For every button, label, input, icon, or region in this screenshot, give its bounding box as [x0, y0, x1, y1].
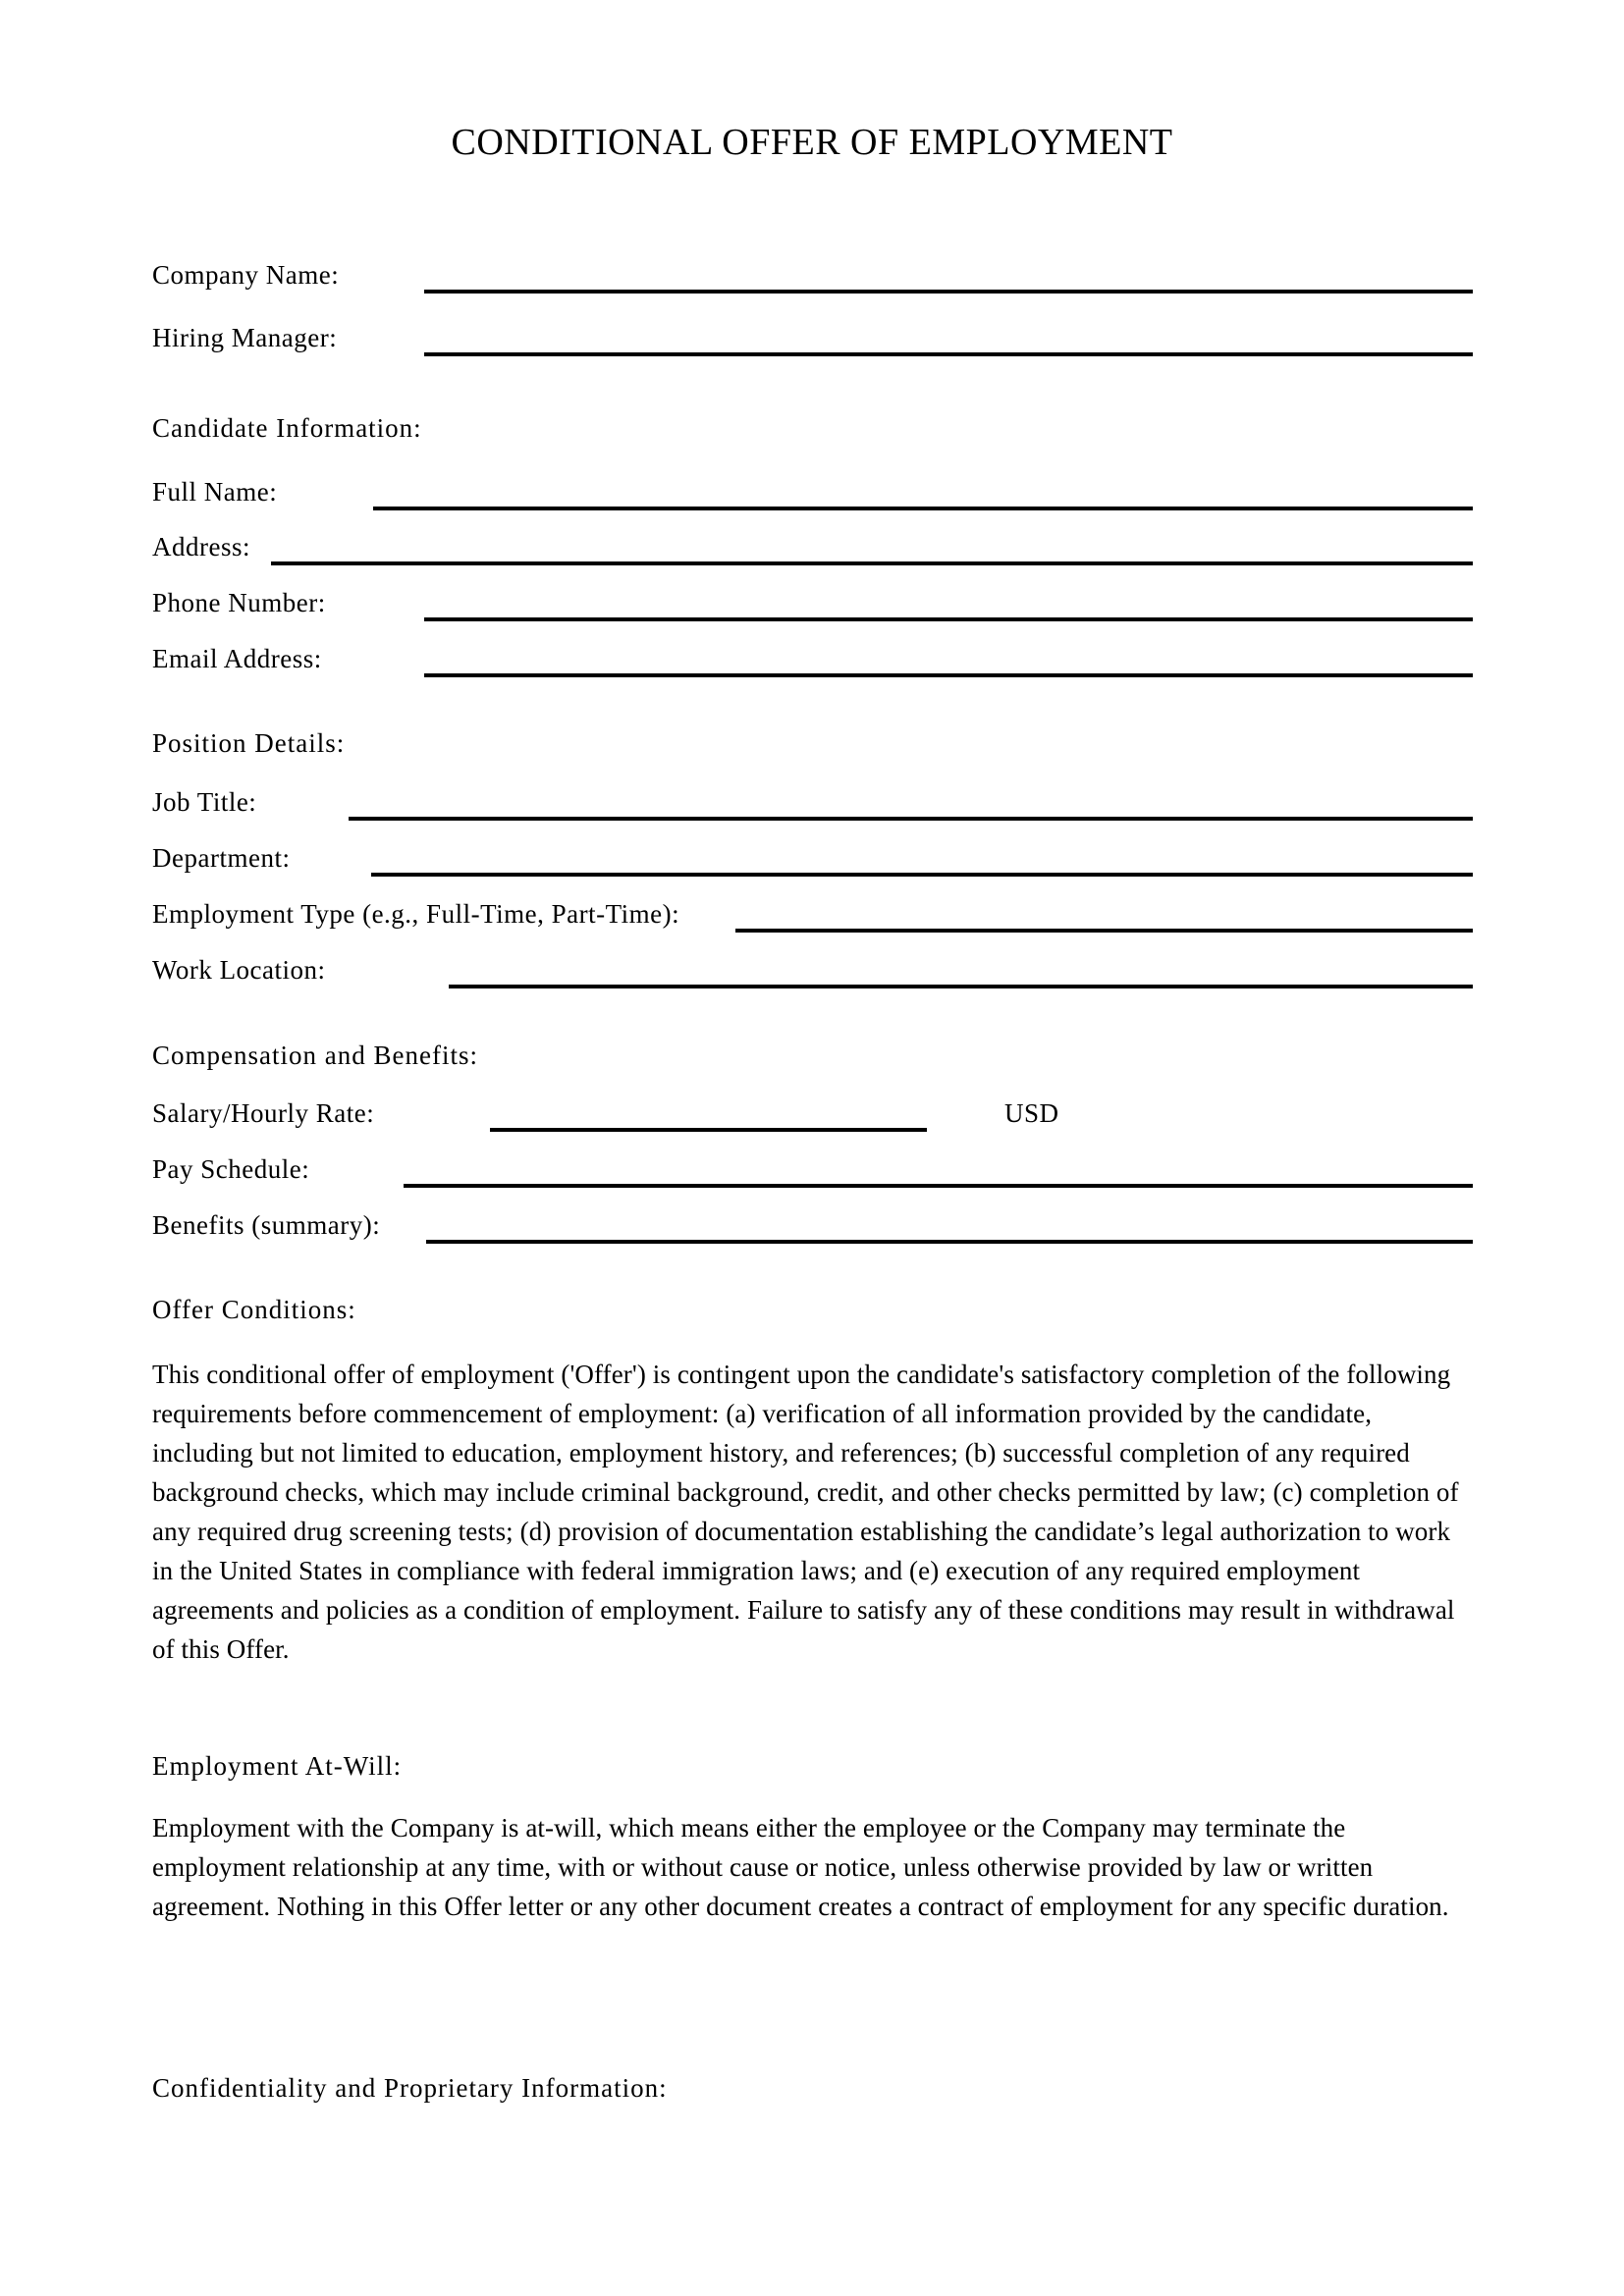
- field-row-employment-type: [152, 889, 1473, 933]
- field-row-pay-schedule: [152, 1145, 1473, 1188]
- employment-at-will-text: Employment with the Company is at-will, which means either the employee or the Company may terminate the employment relationship at any time, with or without cause or notice, unless otherwise provided by law or written agreement. Nothing in this Offer letter or any other document creates a contract of employment for any specific duration.: [152, 1813, 1449, 1921]
- email-address-label: Email Address:: [152, 644, 322, 673]
- field-row-job-title: [152, 777, 1473, 821]
- benefits-summary-label: Benefits (summary):: [152, 1210, 381, 1240]
- section-heading-candidate-information: Candidate Information:: [152, 413, 422, 443]
- pay-schedule-input-line[interactable]: [404, 1184, 1473, 1188]
- field-row-department: [152, 833, 1473, 877]
- field-row-work-location: [152, 945, 1473, 988]
- section-heading-employment-at-will: Employment At-Will:: [152, 1751, 403, 1781]
- document-title: CONDITIONAL OFFER OF EMPLOYMENT: [451, 122, 1173, 163]
- salary-rate-input-line[interactable]: [490, 1128, 927, 1132]
- department-label: Department:: [152, 843, 291, 873]
- full-name-label: Full Name:: [152, 477, 278, 507]
- offer-conditions-text: This conditional offer of employment ('Offer') is contingent upon the candidate's satisfactory completion of the following requirements before commencement of employment: (a) verification of all information provided by the candidate, including but not limited to education, employment history, and references; (b) successful completion of any required background checks, which may include criminal background, credit, and other checks permitted by law; (c) completion of any required drug screening tests; (d) provision of documentation establishing the candidate’s legal authorization to work in the United States in compliance with federal immigration laws; and (e) execution of any required employment agreements and policies as a condition of employment. Failure to satisfy any of these conditions may result in withdrawal of this Offer.: [152, 1360, 1459, 1664]
- address-label: Address:: [152, 532, 250, 561]
- address-input-line[interactable]: [271, 561, 1473, 565]
- employment-type-label: Employment Type (e.g., Full-Time, Part-Time):: [152, 899, 680, 929]
- section-heading-confidentiality: Confidentiality and Proprietary Information:: [152, 2073, 668, 2103]
- email-address-input-line[interactable]: [424, 673, 1473, 677]
- job-title-input-line[interactable]: [349, 817, 1473, 821]
- field-row-phone-number: [152, 578, 1473, 621]
- employment-type-input-line[interactable]: [735, 929, 1473, 933]
- company-name-input-line[interactable]: [424, 290, 1473, 294]
- field-row-address: [152, 522, 1473, 565]
- phone-number-label: Phone Number:: [152, 588, 326, 617]
- job-title-label: Job Title:: [152, 787, 257, 817]
- field-row-email-address: [152, 634, 1473, 677]
- department-input-line[interactable]: [371, 873, 1473, 877]
- currency-label: USD: [1004, 1098, 1059, 1128]
- field-row-company-name: [152, 250, 1473, 294]
- field-row-full-name: [152, 467, 1473, 510]
- section-heading-offer-conditions: Offer Conditions:: [152, 1295, 356, 1324]
- company-name-label: Company Name:: [152, 260, 340, 290]
- work-location-label: Work Location:: [152, 955, 326, 985]
- field-row-benefits-summary: [152, 1201, 1473, 1244]
- section-heading-position-details: Position Details:: [152, 728, 346, 758]
- full-name-input-line[interactable]: [373, 507, 1473, 510]
- section-heading-compensation-benefits: Compensation and Benefits:: [152, 1041, 478, 1070]
- hiring-manager-label: Hiring Manager:: [152, 323, 338, 352]
- field-row-hiring-manager: [152, 313, 1473, 356]
- pay-schedule-label: Pay Schedule:: [152, 1154, 310, 1184]
- benefits-summary-input-line[interactable]: [426, 1240, 1473, 1244]
- hiring-manager-input-line[interactable]: [424, 352, 1473, 356]
- work-location-input-line[interactable]: [449, 985, 1473, 988]
- field-row-salary-rate: [152, 1089, 1473, 1132]
- phone-number-input-line[interactable]: [424, 617, 1473, 621]
- salary-rate-label: Salary/Hourly Rate:: [152, 1098, 375, 1128]
